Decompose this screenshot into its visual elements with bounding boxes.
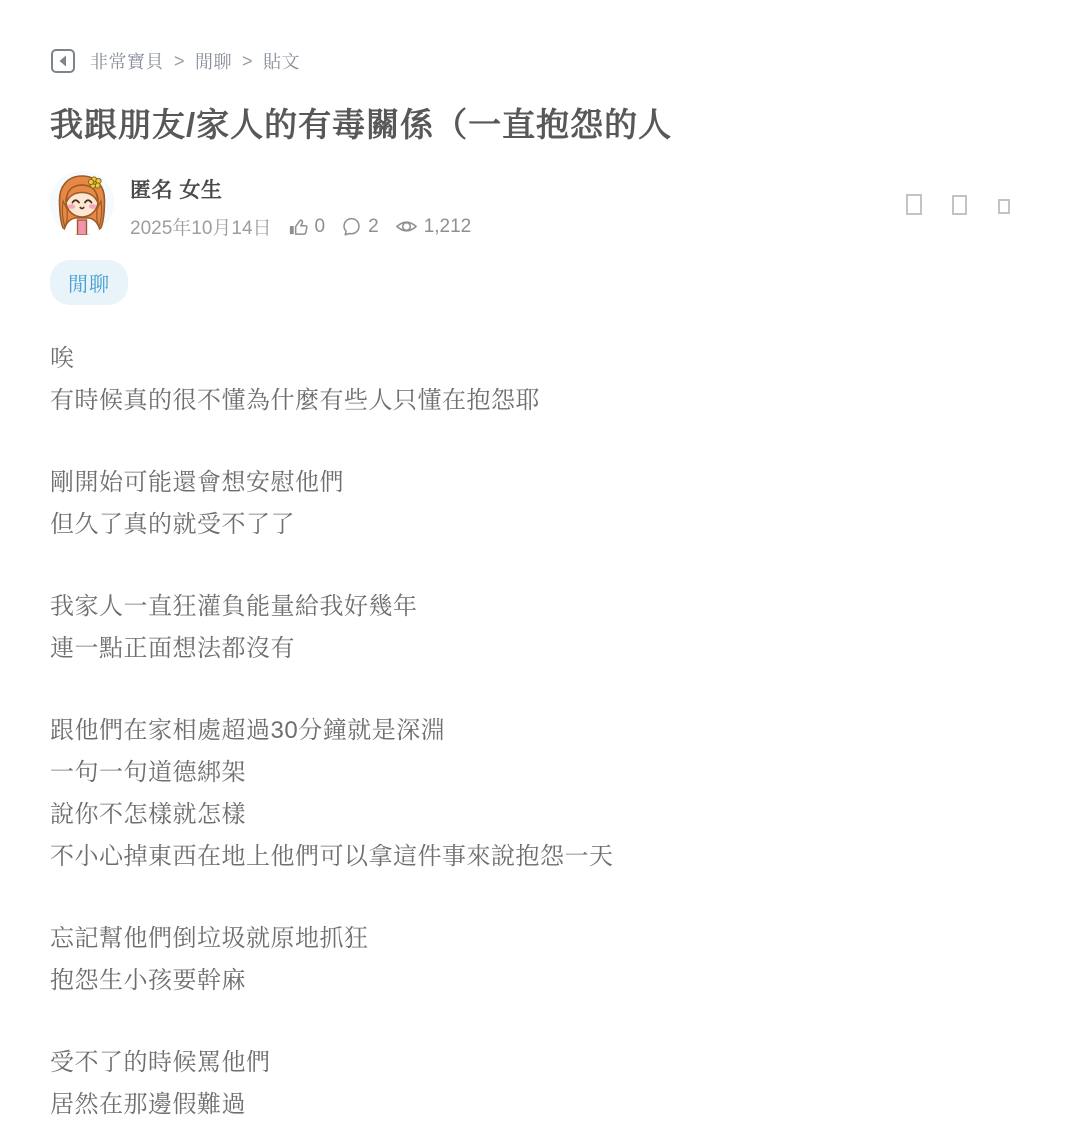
- like-count: 0: [314, 215, 326, 237]
- post-body-line: 我家人一直狂灌負能量給我好幾年: [50, 593, 418, 620]
- post-meta: [130, 213, 487, 240]
- topic-tag[interactable]: 閒聊: [50, 260, 128, 305]
- post-body-line: 剛開始可能還會想安慰他們: [50, 469, 344, 496]
- post-paragraph: [50, 462, 1030, 546]
- breadcrumb-board[interactable]: 非常寶貝: [90, 52, 164, 72]
- breadcrumb: [50, 48, 1030, 74]
- post-body: [50, 338, 1030, 1126]
- post-paragraph: [50, 1042, 1030, 1126]
- comment-stat: [341, 216, 379, 238]
- comment-icon: [341, 216, 362, 237]
- post-body-line: 一句一句道德綁架: [50, 759, 246, 786]
- post-body-line: 受不了的時候罵他們: [50, 1049, 271, 1076]
- views-stat: [395, 216, 472, 238]
- author-name: 匿名 女生: [130, 179, 223, 202]
- breadcrumb-category[interactable]: 閒聊: [195, 52, 233, 72]
- views-count: 1,212: [423, 215, 472, 237]
- tag-row: [50, 260, 1030, 305]
- post-paragraph: [50, 918, 1030, 1002]
- action-icon-placeholder-2[interactable]: [952, 195, 967, 215]
- author-row: [50, 171, 1030, 240]
- post-body-line: 忘記幫他們倒垃圾就原地抓狂: [50, 925, 369, 952]
- comment-count: 2: [368, 215, 379, 237]
- post-body-line: 跟他們在家相處超過30分鐘就是深淵: [50, 717, 446, 744]
- post-body-line: 連一點正面想法都沒有: [50, 635, 295, 662]
- breadcrumb-separator: >: [242, 50, 254, 71]
- breadcrumb-separator: >: [174, 50, 186, 71]
- post-paragraph: [50, 586, 1030, 670]
- post-body-line: 但久了真的就受不了了: [50, 511, 295, 538]
- post-date: 2025年10月14日: [130, 218, 272, 239]
- post-paragraph: [50, 338, 1030, 422]
- post-body-line: 唉: [50, 345, 75, 372]
- back-icon[interactable]: [50, 48, 76, 74]
- post-body-line: 說你不怎樣就怎樣: [50, 801, 246, 828]
- eye-icon: [395, 216, 418, 237]
- post-body-line: 抱怨生小孩要幹麻: [50, 967, 246, 994]
- post-body-line: 居然在那邊假難過: [50, 1091, 246, 1118]
- post-title: 我跟朋友/家人的有毒關係（一直抱怨的人: [50, 106, 673, 143]
- action-icon-placeholder-1[interactable]: [906, 194, 922, 215]
- post-body-line: 有時候真的很不懂為什麼有些人只懂在抱怨耶: [50, 387, 540, 414]
- thumbs-up-icon: [288, 216, 309, 237]
- breadcrumb-trail: [90, 48, 300, 74]
- action-icon-placeholder-3[interactable]: [998, 199, 1010, 214]
- avatar: [50, 171, 114, 235]
- post-paragraph: [50, 710, 1030, 878]
- breadcrumb-current: 貼文: [263, 52, 301, 72]
- like-stat: [288, 216, 326, 238]
- post-body-line: 不小心掉東西在地上他們可以拿這件事來說抱怨一天: [50, 843, 614, 870]
